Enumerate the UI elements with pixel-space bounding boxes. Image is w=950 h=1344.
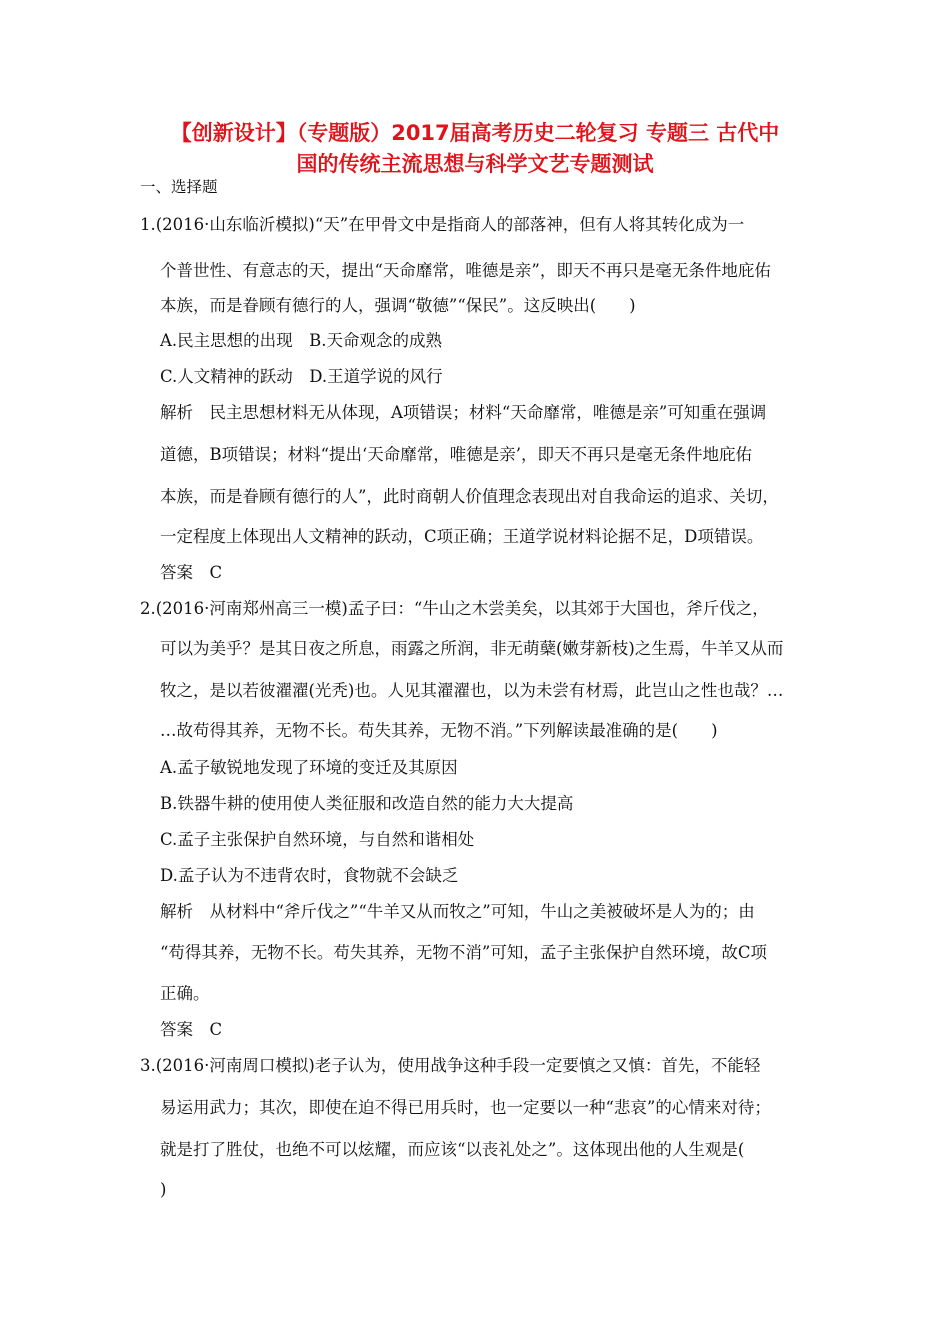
question-1-analysis-line-4: 一定程度上体现出人文精神的跃动，C项正确；王道学说材料论据不足，D项错误。 (160, 527, 764, 546)
question-2-option-b: B.铁器牛耕的使用使人类征服和改造自然的能力大大提高 (160, 794, 574, 813)
question-3-stem-line-2: 易运用武力；其次，即使在迫不得已用兵时，也一定要以一种“悲哀”的心情来对待； (160, 1098, 771, 1117)
question-3-stem-line-1: 3.(2016·河南周口模拟)老子认为，使用战争这种手段一定要慎之又慎：首先，不能轻 (140, 1056, 761, 1075)
question-1-stem-line-3: 本族，而是眷顾有德行的人，强调“敬德”“保民”。这反映出( ) (160, 296, 636, 315)
title-line-1: 【创新设计】（专题版）2017届高考历史二轮复习 专题三 古代中 (170, 121, 780, 145)
question-1-options-line-2: C.人文精神的跃动 D.王道学说的风行 (160, 367, 443, 386)
question-2-stem-line-3: 牧之，是以若彼濯濯(光秃)也。人见其濯濯也，以为未尝有材焉，此岂山之性也哉？… (160, 681, 784, 700)
question-3-stem-line-4: ) (160, 1180, 167, 1199)
question-2-analysis-line-1: 解析 从材料中“斧斤伐之”“牛羊又从而牧之”可知，牛山之美被破坏是人为的；由 (160, 902, 755, 921)
question-1-analysis-line-3: 本族，而是眷顾有德行的人”，此时商朝人价值理念表现出对自我命运的追求、关切， (160, 487, 779, 506)
question-1-stem-line-1: 1.(2016·山东临沂模拟)“天”在甲骨文中是指商人的部落神，但有人将其转化成为一 (140, 215, 745, 234)
question-2-stem-line-2: 可以为美乎？是其日夜之所息，雨露之所润，非无萌蘖(嫩芽新枝)之生焉，牛羊又从而 (160, 639, 784, 658)
question-3-stem-line-3: 就是打了胜仗，也绝不可以炫耀，而应该“以丧礼处之”。这体现出他的人生观是( (160, 1140, 745, 1159)
question-1-options-line-1: A.民主思想的出现 B.天命观念的成熟 (160, 331, 443, 350)
question-2-option-d: D.孟子认为不违背农时，食物就不会缺乏 (160, 866, 459, 885)
question-1-stem-line-2: 个普世性、有意志的天，提出“天命靡常，唯德是亲”，即天不再只是毫无条件地庇佑 (160, 261, 771, 280)
question-1-answer: 答案 C (160, 563, 223, 582)
question-2-analysis-line-3: 正确。 (160, 984, 210, 1003)
question-1-analysis-line-1: 解析 民主思想材料无从体现，A项错误；材料“天命靡常，唯德是亲”可知重在强调 (160, 403, 767, 422)
question-2-answer: 答案 C (160, 1020, 223, 1039)
title-line-2: 国的传统主流思想与科学文艺专题测试 (296, 152, 654, 176)
question-2-stem-line-4: …故苟得其养，无物不长。苟失其养，无物不消。”下列解读最准确的是( ) (160, 721, 718, 740)
question-2-option-a: A.孟子敏锐地发现了环境的变迁及其原因 (160, 758, 458, 777)
section-heading: 一、选择题 (140, 178, 218, 196)
question-2-stem-line-1: 2.(2016·河南郑州高三一模)孟子曰：“牛山之木尝美矣，以其郊于大国也，斧斤伐之， (140, 599, 769, 618)
question-1-analysis-line-2: 道德，B项错误；材料“提出‘天命靡常，唯德是亲’，即天不再只是毫无条件地庇佑 (160, 445, 753, 464)
question-2-analysis-line-2: “苟得其养，无物不长。苟失其养，无物不消”可知，孟子主张保护自然环境，故C项 (160, 943, 767, 962)
question-2-option-c: C.孟子主张保护自然环境，与自然和谐相处 (160, 830, 475, 849)
document-title (130, 118, 820, 180)
